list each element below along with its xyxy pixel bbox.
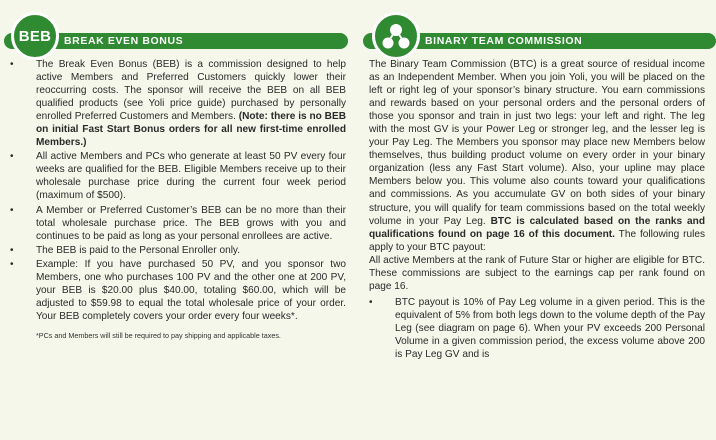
section-title: BREAK EVEN BONUS: [64, 35, 184, 47]
footnote: *PCs and Members will still be required to pay shipping and applicable taxes.: [36, 330, 281, 340]
list-item-note: (Note: there is no BEB on initial Fast Start Bonus orders for all new first-time enrolled Members.): [36, 111, 346, 149]
intro-tail-text: The following rules apply to your BTC payout:: [369, 228, 705, 253]
list-item-text: The BEB is paid to the Personal Enroller only.: [36, 244, 241, 256]
list-item: [10, 58, 346, 149]
break-even-bonus-section: [0, 0, 352, 440]
section-title: BINARY TEAM COMMISSION: [425, 35, 583, 47]
section-body: [10, 58, 346, 340]
list-item: [10, 204, 346, 243]
bullet-list: [10, 58, 346, 323]
list-item-text: All active Members and PCs who generate at least 50 PV every four weeks are qualified for the BEB. Eligible Members receive up to their wholesale purchase price during the current four week period (maximum of $500).: [36, 151, 346, 202]
list-item: [10, 150, 346, 202]
list-item: [369, 296, 705, 361]
list-item-text: A Member or Preferred Customer’s BEB can be no more than their total wholesale purchase price. The BEB grows with you and continues to be paid as long as your personal enrollees are active.: [36, 204, 346, 242]
intro-text: The Binary Team Commission (BTC) is a great source of residual income as an Independent Member. When you join Yoli, you will be placed on the left or right leg of your sponsor’s binary structure. You earn commissions and rewards based on your personal orders and the personal orders of those you sponsor and train in just two legs: your left and right. The leg with the most GV is your Power Leg or stronger leg, and the lesser leg is your Pay Leg. The Members you sponsor may place new Members below themselves, thus building product volume on every order in your binary organization (less any Fast Start volume). Also, your upline may place Members below you. This volume also counts toward your qualifications and commissions. As you accumulate GV on both sides of your binary structure, you will qualify for team commissions based on the total weekly volume in your Pay Leg.: [369, 59, 705, 227]
intro-paragraph: [369, 58, 705, 254]
list-item-text: The Break Even Bonus (BEB) is a commission designed to help active Members and Preferred Customers quickly lower their reoccurring costs. The sponsor will receive the BEB on all BEB qualified products (see Yoli price guide) purchased by personally enrolled Preferred Customers and Members.: [36, 59, 346, 123]
list-item: [10, 258, 346, 323]
binary-network-icon: [372, 12, 420, 60]
badge-label: BEB: [18, 27, 52, 45]
list-item: [10, 244, 346, 257]
beb-badge: [11, 12, 59, 60]
list-item-text: Example: If you have purchased 50 PV, and you sponsor two Members, one who purchases 100 PV and the other one at 200 PV, your BEB is $20.00 plus $40.00, totaling $60.00, which will be adjusted to $59.98 to equal the total wholesale price of your order. Your BEB completely covers your order every four weeks*.: [36, 258, 346, 322]
list-item-text: BTC payout is 10% of Pay Leg volume in a given period. This is the equivalent of 5% from both legs down to the volume depth of the Pay Leg (see diagram on page 6). When your PV exceeds 200 Personal Volume in a given commission period, the excess volume above 200 is Pay Leg GV and is: [395, 296, 705, 361]
intro-bold-text: BTC is calculated based on the ranks and qualifications found on page 16 of this document.: [369, 215, 706, 240]
eligibility-paragraph: All active Members at the rank of Future Star or higher are eligible for BTC. These commissions are subject to the earnings cap per rank found on page 16.: [369, 254, 705, 292]
binary-team-commission-section: [359, 0, 716, 440]
section-body: [369, 58, 705, 362]
bullet-list: [369, 296, 705, 361]
